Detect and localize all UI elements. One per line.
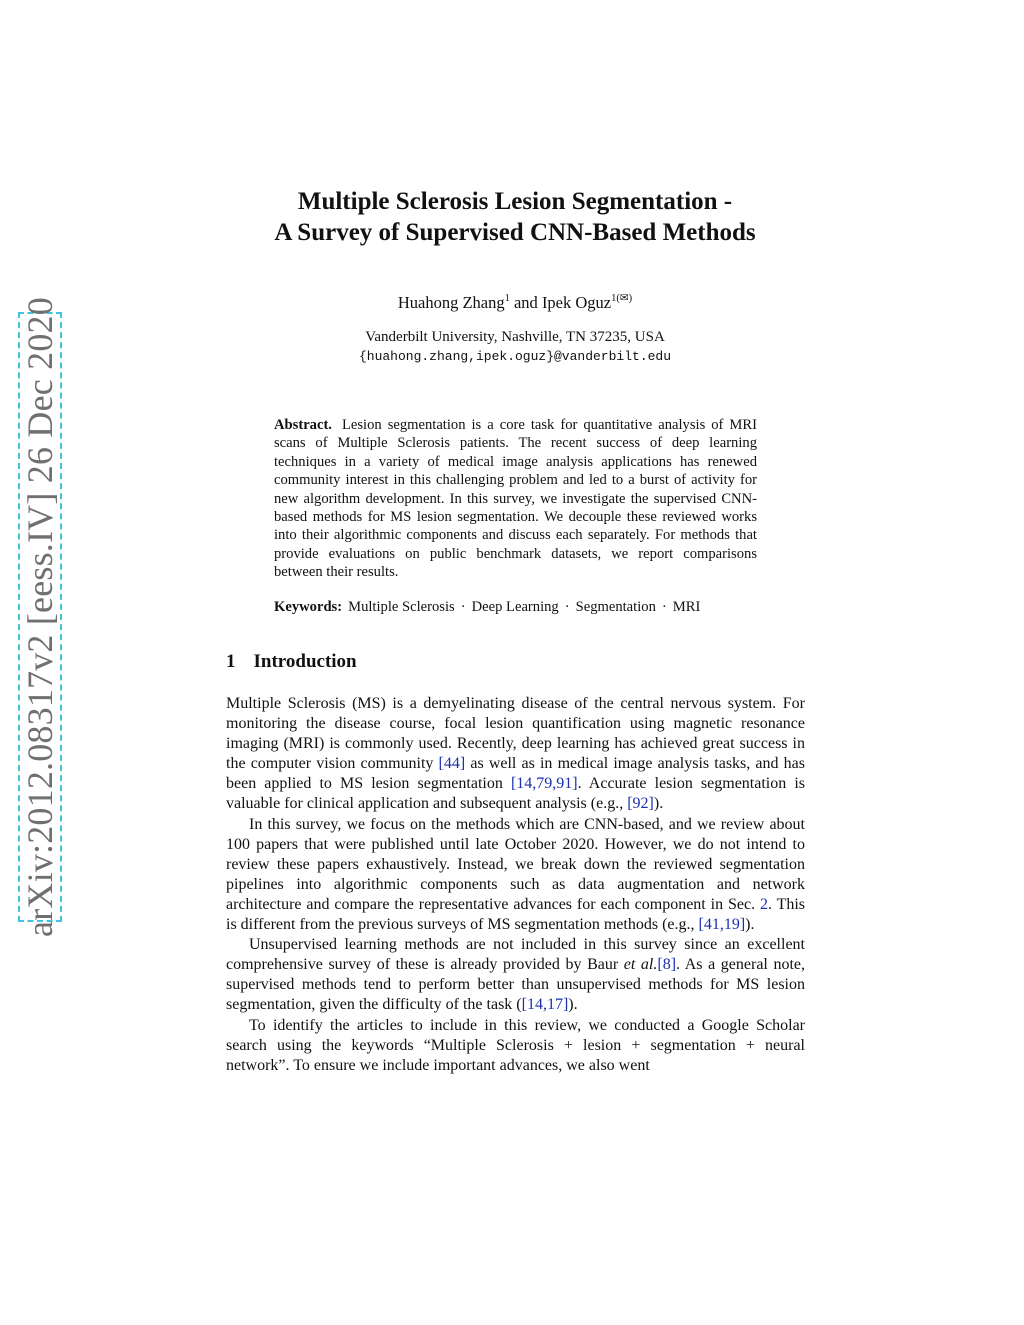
- arxiv-identifier: arXiv:2012.08317v2 [eess.IV] 26 Dec 2020: [20, 297, 60, 937]
- keyword: Deep Learning: [471, 599, 559, 615]
- section-reference-link[interactable]: 2: [759, 895, 768, 913]
- keyword: Segmentation: [575, 599, 656, 615]
- keyword: MRI: [672, 599, 701, 615]
- italic-text: et al.: [623, 956, 658, 974]
- section-number: 1: [226, 651, 236, 672]
- corresponding-author-mark: 1(✉): [611, 293, 633, 304]
- text-run: In this survey, we focus on the methods which are CNN-based, and we review about 100 papers that were published until late October 2020. However, we do not intend to review these papers exhaustively. Instead, we break down the reviewed segmentation pipelines into algorithmic components such as data augmentation and network architecture and compare the representative advances for each component in Sec.: [226, 815, 805, 913]
- text-run: as well as in medical image analysis tasks, and has been applied to MS lesion segmentation: [226, 755, 806, 793]
- text-run: Unsupervised learning methods are not included in this survey since an excellent comprehensive survey of these is already provided by Baur: [226, 936, 805, 974]
- text-run: . Accurate lesion segmentation is valuable for clinical application and subsequent analysis (e.g.,: [226, 775, 805, 813]
- institution: Vanderbilt University, Nashville, TN 37235, USA: [365, 329, 665, 345]
- abstract-label: Abstract.: [274, 417, 332, 433]
- keyword-separator: ·: [661, 599, 667, 615]
- text-run: ).: [568, 996, 578, 1014]
- abstract-text: Lesion segmentation is a core task for quantitative analysis of MRI scans of Multiple Sclerosis patients. The recent success of deep learning techniques in a variety of medical image analysis applications has renewed community interest in this challenging problem and led to a burst of activity for new algorithm development. In this survey, we investigate the supervised CNN-based methods for MS lesion segmentation. We decouple these reviewed works into their algorithmic components and discuss each separately. For methods that provide evaluations on public benchmark datasets, we report comparisons between their results.: [274, 417, 757, 581]
- title-line-1: Multiple Sclerosis Lesion Segmentation -: [297, 188, 733, 215]
- citation-link[interactable]: [92]: [627, 795, 654, 813]
- author-name: Huahong Zhang: [397, 293, 505, 312]
- keyword-separator: ·: [460, 599, 466, 615]
- paragraph: [226, 1016, 805, 1076]
- citation-link[interactable]: [14,17]: [521, 996, 569, 1014]
- affiliation-block: [180, 328, 850, 366]
- paragraph: [226, 815, 805, 936]
- paragraph: [226, 694, 805, 815]
- citation-link[interactable]: [8]: [657, 956, 677, 974]
- text-run: . This is different from the previous surveys of MS segmentation methods (e.g.,: [226, 895, 806, 934]
- abstract: [274, 416, 757, 582]
- introduction-body: [226, 694, 805, 1076]
- paper-title: [180, 186, 850, 248]
- keyword: Multiple Sclerosis: [348, 599, 455, 615]
- title-line-2: A Survey of Supervised CNN-Based Methods: [274, 219, 756, 246]
- author-name: Ipek Oguz: [541, 293, 612, 312]
- section-heading: [226, 651, 357, 673]
- citation-link[interactable]: [14,79,91]: [510, 775, 578, 793]
- author-conjunction: and: [509, 293, 542, 312]
- author-affiliation-mark: 1: [504, 293, 510, 304]
- citation-link[interactable]: [41,19]: [698, 916, 746, 934]
- section-title: Introduction: [253, 651, 357, 672]
- text-run: . As a general note, supervised methods tend to perform better than unsupervised methods for MS lesion segmentation, given the difficulty of the task (: [226, 956, 806, 1014]
- keywords: [274, 599, 774, 616]
- author-emails[interactable]: {huahong.zhang,ipek.oguz}@vanderbilt.edu: [358, 349, 672, 364]
- keywords-label: Keywords:: [274, 599, 343, 615]
- text-run: To identify the articles to include in this review, we conducted a Google Scholar search using the keywords “Multiple Sclerosis + lesion + segmentation + neural network”. To ensure we include important advances, we also went: [226, 1016, 805, 1074]
- keyword-separator: ·: [564, 599, 570, 615]
- text-run: Multiple Sclerosis (MS) is a demyelinating disease of the central nervous system. For monitoring the disease course, focal lesion quantification using magnetic resonance imaging (MRI) is commonly used. Recently, deep learning has achieved great success in the computer vision community: [226, 695, 805, 773]
- paragraph: [226, 935, 805, 1015]
- arxiv-side-stamp[interactable]: [18, 297, 62, 937]
- citation-link[interactable]: [44]: [438, 755, 466, 773]
- text-run: ).: [653, 795, 664, 813]
- author-list: [180, 292, 850, 313]
- text-run: ).: [745, 916, 755, 934]
